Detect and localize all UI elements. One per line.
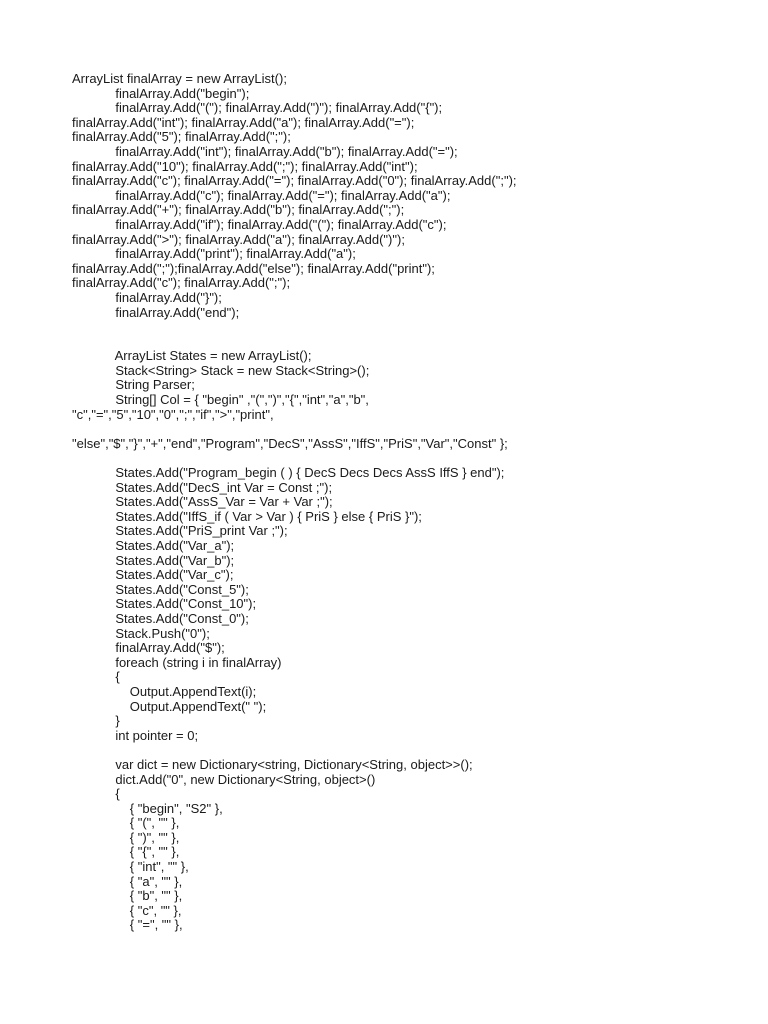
code-line: { "(", "" }, <box>72 815 180 831</box>
code-line <box>72 422 732 437</box>
code-line: ArrayList finalArray = new ArrayList(); <box>72 71 287 86</box>
code-line: { "{", "" }, <box>72 844 180 860</box>
code-line <box>72 743 732 758</box>
code-line: } <box>72 713 120 729</box>
code-line: States.Add("Var_b"); <box>72 552 235 568</box>
code-line: { ")", "" }, <box>72 829 180 845</box>
code-line: { <box>72 669 120 685</box>
code-line: Output.AppendText(" "); <box>72 698 267 714</box>
code-line: { "int", "" }, <box>72 859 189 875</box>
code-line: String Parser; <box>72 377 195 393</box>
code-line: { "c", "" }, <box>72 902 182 918</box>
code-line: States.Add("Const_10"); <box>72 596 257 612</box>
code-line: { <box>72 786 120 802</box>
code-line: { "=", "" }, <box>72 917 183 933</box>
code-line: ArrayList States = new ArrayList(); <box>72 348 312 364</box>
code-line <box>72 451 732 466</box>
code-line: Stack.Push("0"); <box>72 625 210 641</box>
code-line: finalArray.Add("}"); <box>72 289 222 305</box>
code-line: States.Add("AssS_Var = Var + Var ;"); <box>72 494 333 510</box>
code-line <box>72 320 732 335</box>
code-line: States.Add("PriS_print Var ;"); <box>72 523 288 539</box>
code-line: States.Add("Const_5"); <box>72 581 249 597</box>
code-line: finalArray.Add("int"); finalArray.Add("b"); finalArray.Add("="); <box>72 143 458 159</box>
code-line: States.Add("Var_c"); <box>72 567 234 583</box>
code-line: finalArray.Add("end"); <box>72 304 240 320</box>
code-line: finalArray.Add(">"); finalArray.Add("a"); finalArray.Add(")"); <box>72 231 405 247</box>
code-line: finalArray.Add("c"); finalArray.Add("="); finalArray.Add("a"); <box>72 187 451 203</box>
code-line: { "begin", "S2" }, <box>72 800 223 816</box>
code-line: finalArray.Add("5"); finalArray.Add(";"); <box>72 129 291 145</box>
code-listing <box>72 72 732 933</box>
code-line: finalArray.Add("if"); finalArray.Add("("); finalArray.Add("c"); <box>72 216 447 232</box>
code-line: String[] Col = { "begin" ,"(",")","{","int","a","b", <box>72 392 369 408</box>
code-line: States.Add("Program_begin ( ) { DecS Decs Decs AssS IffS } end"); <box>72 465 505 481</box>
code-line: finalArray.Add("c"); finalArray.Add(";"); <box>72 275 291 291</box>
code-line: States.Add("DecS_int Var = Const ;"); <box>72 479 333 495</box>
code-line <box>72 335 732 350</box>
code-line: { "a", "" }, <box>72 873 183 889</box>
code-line: foreach (string i in finalArray) <box>72 654 282 670</box>
code-line: States.Add("Var_a"); <box>72 538 235 553</box>
code-line: finalArray.Add("int"); finalArray.Add("a"); finalArray.Add("="); <box>72 114 415 130</box>
code-line: int pointer = 0; <box>72 727 199 743</box>
code-line: finalArray.Add("c"); finalArray.Add("="); finalArray.Add("0"); finalArray.Add(";"); <box>72 173 517 189</box>
code-line: Stack<String> Stack = new Stack<String>(); <box>72 362 370 378</box>
code-line: finalArray.Add(";");finalArray.Add("else"); finalArray.Add("print"); <box>72 260 435 276</box>
code-line: finalArray.Add("$"); <box>72 640 225 656</box>
code-line: finalArray.Add("+"); finalArray.Add("b"); finalArray.Add(";"); <box>72 202 405 218</box>
code-line: "c","=","5","10","0",";","if",">","print", <box>72 406 274 422</box>
code-line: States.Add("Const_0"); <box>72 610 249 626</box>
code-line: "else","$","}","+","end","Program","DecS","AssS","IffS","PriS","Var","Const" }; <box>72 435 508 451</box>
code-line: finalArray.Add("begin"); <box>72 85 250 101</box>
code-line: dict.Add("0", new Dictionary<String, object>() <box>72 771 376 787</box>
code-line: { "b", "" }, <box>72 888 183 904</box>
code-line: States.Add("IffS_if ( Var > Var ) { PriS } else { PriS }"); <box>72 508 422 524</box>
code-line: finalArray.Add("print"); finalArray.Add("a"); <box>72 246 356 262</box>
code-line: finalArray.Add("10"); finalArray.Add(";"); finalArray.Add("int"); <box>72 158 418 174</box>
code-line: Output.AppendText(i); <box>72 683 257 699</box>
code-line: var dict = new Dictionary<string, Dictionary<String, object>>(); <box>72 756 473 772</box>
code-line: finalArray.Add("("); finalArray.Add(")"); finalArray.Add("{"); <box>72 100 443 116</box>
